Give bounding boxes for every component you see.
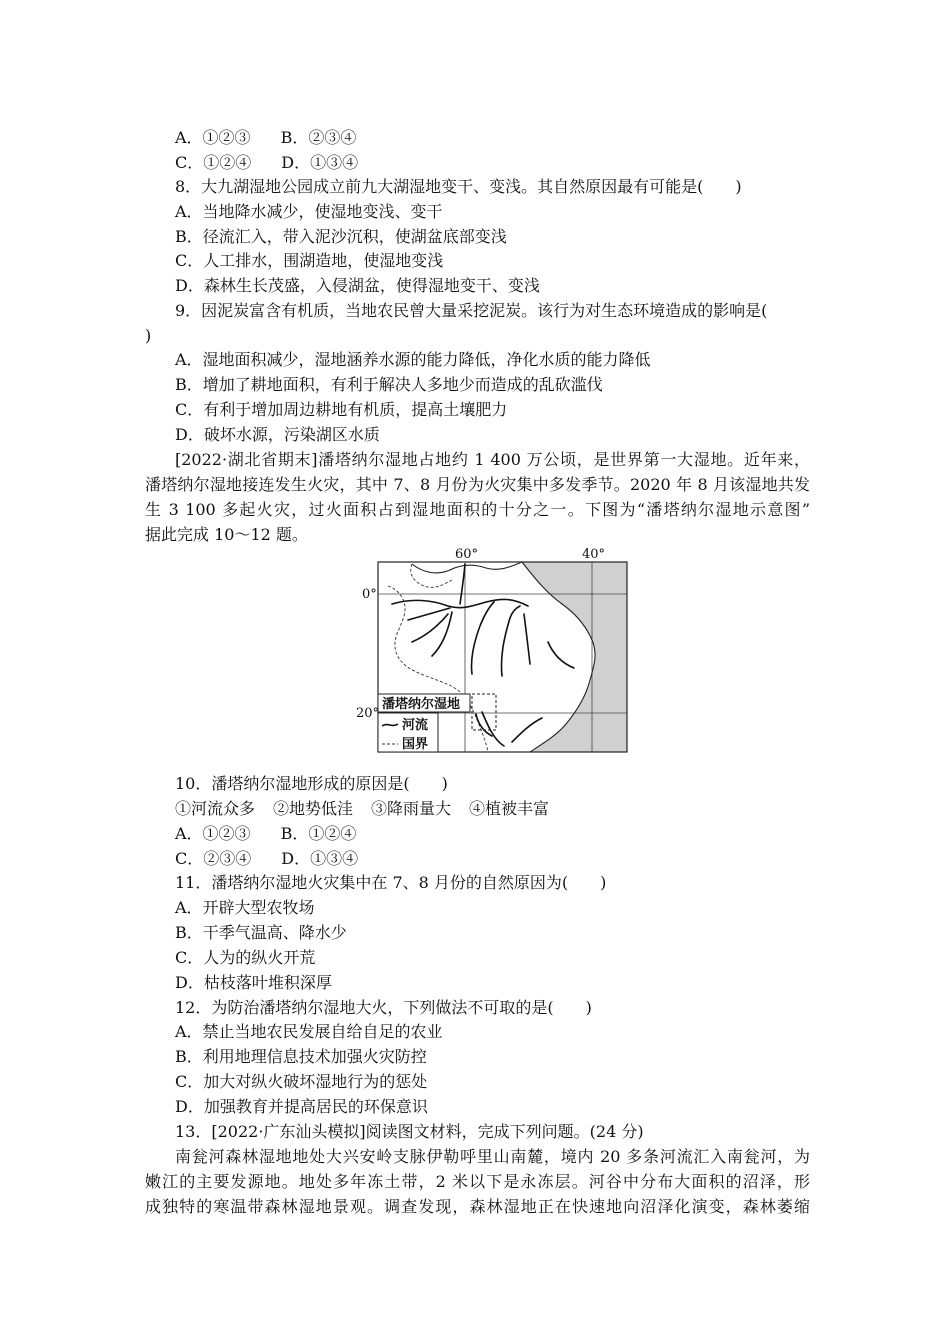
legend-border-label: 国界 xyxy=(402,737,429,752)
q7-options-row2 xyxy=(175,152,358,174)
q10-stem: 10．潘塔纳尔湿地形成的原因是( ) xyxy=(175,774,448,793)
lon60-label: 60° xyxy=(455,547,479,562)
wetland-box xyxy=(472,694,496,730)
q12-option-b: B．利用地理信息技术加强火灾防控 xyxy=(175,1047,427,1066)
q7-options-row1 xyxy=(175,127,356,149)
q8-option-b: B．径流汇入，带入泥沙沉积，使湖盆底部变浅 xyxy=(175,227,507,246)
q10-options-row2 xyxy=(175,848,358,870)
q10-option-d: D．①③④ xyxy=(281,849,359,868)
q7-option-d: D．①③④ xyxy=(281,153,359,172)
q13-material-line2: 嫩江的主要发源地。地处多年冻土带，2 米以下是永冻层。河谷中分布大面积的沼泽，形 xyxy=(145,1172,810,1191)
q11-option-b: B．干季气温高、降水少 xyxy=(175,923,347,942)
q10-item-4: ④植被丰富 xyxy=(469,799,550,818)
q11-option-c: C．人为的纵火开荒 xyxy=(175,948,316,967)
q10-option-c: C．②③④ xyxy=(175,849,252,868)
river-trib-3 xyxy=(432,612,452,656)
q8-option-d: D．森林生长茂盛，入侵湖盆，使得湿地变干、变浅 xyxy=(175,276,540,295)
q9-option-c: C．有利于增加周边耕地有机质，提高土壤肥力 xyxy=(175,400,508,419)
q7-option-a: A．①②③ xyxy=(175,128,251,147)
river-pantanal-1 xyxy=(482,712,504,746)
q7-option-b: B．②③④ xyxy=(280,128,357,147)
q9-option-d: D．破坏水源，污染湖区水质 xyxy=(175,425,380,444)
q8-option-a: A．当地降水减少，使湿地变浅、变干 xyxy=(175,202,443,221)
river-trib-north xyxy=(460,564,465,604)
q10-item-3: ③降雨量大 xyxy=(371,799,452,818)
q13-stem: 13．[2022·广东汕头模拟]阅读图文材料，完成下列问题。(24 分) xyxy=(175,1122,644,1141)
q10-item-2: ②地势低洼 xyxy=(273,799,354,818)
q8-option-c: C．人工排水，围湖造地，使湿地变浅 xyxy=(175,251,444,270)
passage-line4: 据此完成 10～12 题。 xyxy=(145,525,308,544)
q12-option-d: D．加强教育并提高居民的环保意识 xyxy=(175,1097,428,1116)
legend-river-label: 河流 xyxy=(402,718,429,733)
q12-stem: 12．为防治潘塔纳尔湿地大火，下列做法不可取的是( ) xyxy=(175,998,592,1017)
passage-line3: 生 3 100 多起火灾，过火面积占到湿地面积的十分之一。下图为“潘塔纳尔湿地示意图” xyxy=(145,500,810,519)
river-east xyxy=(548,642,574,668)
q11-stem: 11．潘塔纳尔湿地火灾集中在 7、8 月份的自然原因为( ) xyxy=(175,873,607,892)
q9-option-a: A．湿地面积减少，湿地涵养水源的能力降低，净化水质的能力降低 xyxy=(175,350,651,369)
river-trib-5 xyxy=(501,606,520,676)
q13-material-line3: 成独特的寒温带森林湿地景观。调查发现，森林湿地正在快速地向沼泽化演变，森林萎缩 xyxy=(145,1197,810,1216)
q11-option-d: D．枯枝落叶堆积深厚 xyxy=(175,973,332,992)
q10-item-1: ①河流众多 xyxy=(175,799,256,818)
q9-option-b: B．增加了耕地面积，有利于解决人多地少而造成的乱砍滥伐 xyxy=(175,375,603,394)
passage-line1: [2022·湖北省期末]潘塔纳尔湿地占地约 1 400 万公顷，是世界第一大湿地。近年来， xyxy=(175,450,810,469)
q10-option-b: B．①②④ xyxy=(280,824,357,843)
q12-option-c: C．加大对纵火破坏湿地行为的惩处 xyxy=(175,1072,428,1091)
q7-option-c: C．①②④ xyxy=(175,153,252,172)
lon40-label: 40° xyxy=(582,547,606,562)
passage-line2: 潘塔纳尔湿地接连发生火灾，其中 7、8 月份为火灾集中多发季节。2020 年 8 月该湿地共发 xyxy=(145,475,810,494)
q10-option-a: A．①②③ xyxy=(175,824,251,843)
wetland-label: 潘塔纳尔湿地 xyxy=(382,697,461,712)
q12-option-a: A．禁止当地农民发展自给自足的农业 xyxy=(175,1022,443,1041)
river-trib-2 xyxy=(412,614,448,642)
q11-option-a: A．开辟大型农牧场 xyxy=(175,898,315,917)
q10-options-row1 xyxy=(175,823,356,845)
legend-river-symbol xyxy=(382,724,398,726)
river-parana xyxy=(512,718,542,742)
q9-stem-line2: ) xyxy=(145,326,152,345)
q8-stem: 8．大九湖湿地公园成立前九大湖湿地变干、变浅。其自然原因最有可能是( ) xyxy=(175,177,742,196)
river-trib-4 xyxy=(471,602,494,674)
river-trib-6 xyxy=(524,614,530,664)
q9-stem-line1: 9．因泥炭富含有机质，当地农民曾大量采挖泥炭。该行为对生态环境造成的影响是( xyxy=(175,301,768,320)
lat0-label: 0° xyxy=(362,587,377,602)
q10-items xyxy=(175,798,549,820)
pantanal-map xyxy=(352,546,632,756)
ocean-area xyxy=(522,562,627,752)
q13-material-line1: 南瓮河森林湿地地处大兴安岭支脉伊勒呼里山南麓，境内 20 多条河流汇入南瓮河，为 xyxy=(175,1147,810,1166)
lat20-label: 20° xyxy=(356,706,380,721)
